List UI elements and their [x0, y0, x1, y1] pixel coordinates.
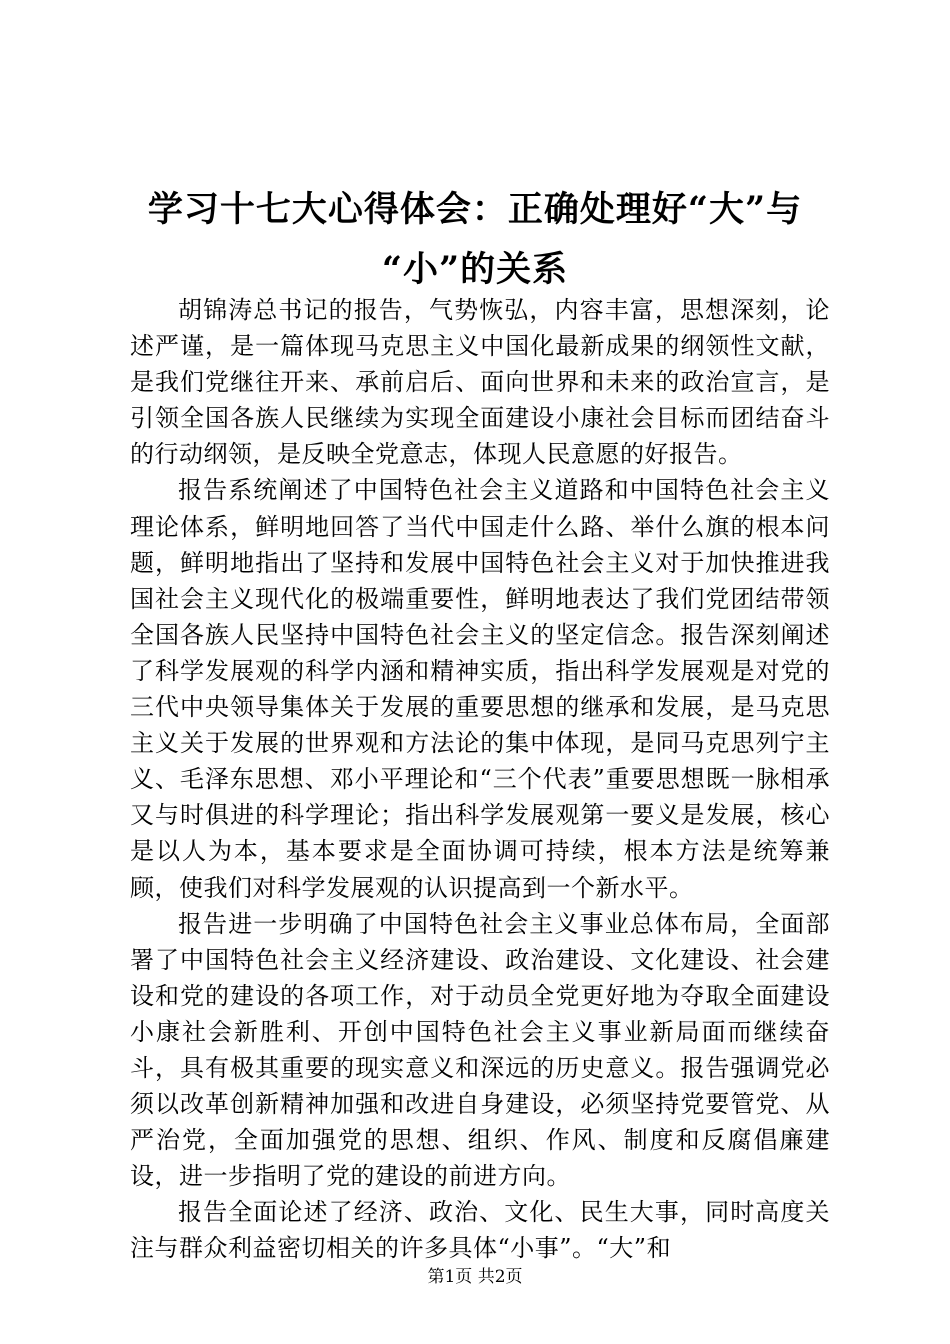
document-title-line-2: “小”的关系: [381, 249, 569, 290]
document-body: [130, 292, 830, 1267]
paragraph-4: 报告全面论述了经济、政治、文化、民生大事，同时高度关注与群众利益密切相关的许多具体“小事”。“大”和: [130, 1198, 830, 1263]
paragraph-3: 报告进一步明确了中国特色社会主义事业总体布局，全面部署了中国特色社会主义经济建设、政治建设、文化建设、社会建设和党的建设的各项工作，对于动员全党更好地为夺取全面建设小康社会新胜利、开创中国特色社会主义事业新局面而继续奋斗，具有极其重要的现实意义和深远的历史意义。报告强调党必须以改革创新精神加强和改进自身建设，必须坚持党要管党、从严治党，全面加强党的思想、组织、作风、制度和反腐倡廉建设，进一步指明了党的建设的前进方向。: [130, 909, 830, 1191]
page-footer: 第1页 共2页: [427, 1267, 523, 1287]
paragraph-1: 胡锦涛总书记的报告，气势恢弘，内容丰富，思想深刻，论述严谨，是一篇体现马克思主义中国化最新成果的纲领性文献，是我们党继往开来、承前启后、面向世界和未来的政治宣言，是引领全国各族人民继续为实现全面建设小康社会目标而团结奋斗的行动纲领，是反映全党意志，体现人民意愿的好报告。: [130, 296, 830, 469]
document-title-line-1: 学习十七大心得体会：正确处理好“大”与: [147, 189, 803, 230]
paragraph-2: 报告系统阐述了中国特色社会主义道路和中国特色社会主义理论体系，鲜明地回答了当代中国走什么路、举什么旗的根本问题，鲜明地指出了坚持和发展中国特色社会主义对于加快推进我国社会主义现代化的极端重要性，鲜明地表达了我们党团结带领全国各族人民坚持中国特色社会主义的坚定信念。报告深刻阐述了科学发展观的科学内涵和精神实质，指出科学发展观是对党的三代中央领导集体关于发展的重要思想的继承和发展，是马克思主义关于发展的世界观和方法论的集中体现，是同马克思列宁主义、毛泽东思想、邓小平理论和“三个代表”重要思想既一脉相承又与时俱进的科学理论；指出科学发展观第一要义是发展，核心是以人为本，基本要求是全面协调可持续，根本方法是统筹兼顾，使我们对科学发展观的认识提高到一个新水平。: [130, 476, 830, 902]
